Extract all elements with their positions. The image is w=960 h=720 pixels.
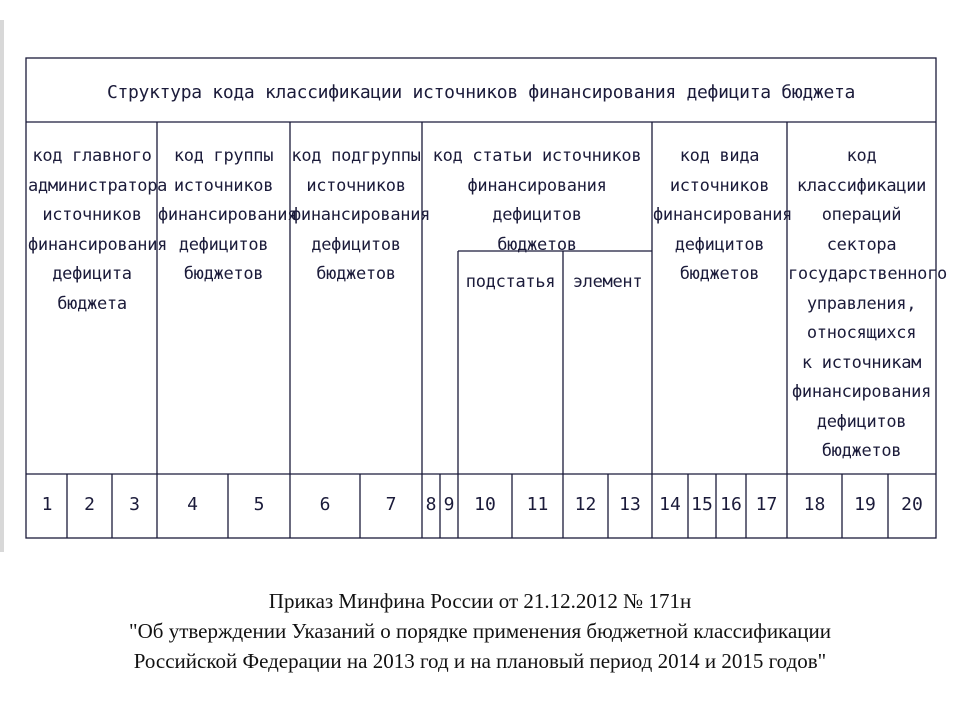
- col-number: 6: [319, 494, 331, 515]
- col-number: 8: [425, 494, 437, 515]
- caption-line-1: Приказ Минфина России от 21.12.2012 № 171н: [268, 589, 692, 613]
- col-number: 2: [84, 494, 95, 515]
- header-group-code: код группы источников финансирования дефицитов бюджетов: [158, 146, 298, 284]
- caption-line-3: Российской Федерации на 2013 год и на плановый период 2014 и 2015 годов": [133, 649, 827, 673]
- caption: [0, 586, 960, 676]
- col-number: 10: [474, 494, 496, 515]
- header-element: элемент: [572, 272, 643, 292]
- col-number: 16: [720, 494, 742, 515]
- header-subgroup-code: код подгруппы источников финансирования дефицитов бюджетов: [291, 146, 431, 284]
- col-number: 7: [385, 494, 397, 515]
- col-number: 15: [691, 494, 713, 515]
- header-type-code: код вида источников финансирования дефицитов бюджетов: [653, 146, 793, 284]
- caption-line-2: "Об утверждении Указаний о порядке применения бюджетной классификации: [129, 619, 831, 643]
- col-number: 3: [129, 494, 140, 515]
- col-number: 5: [253, 494, 265, 515]
- table-title: Структура кода классификации источников финансирования дефицита бюджета: [106, 82, 856, 103]
- col-number: 13: [619, 494, 641, 515]
- col-number: 14: [659, 494, 681, 515]
- header-admin-code: код главного администратора источников финансирования дефицита бюджета: [28, 146, 168, 314]
- col-number: 12: [574, 494, 597, 515]
- col-number: 18: [803, 494, 826, 515]
- col-number: 20: [901, 494, 923, 515]
- col-number: 19: [854, 494, 876, 515]
- header-article-code: код статьи источников финансирования дефицитов бюджетов: [432, 146, 642, 255]
- header-subarticle: подстатья: [465, 272, 556, 292]
- col-number: 9: [443, 494, 455, 515]
- header-operations-code: код классификации операций сектора государственного управления, относящихся к источникам финансирования дефицитов бюджетов: [788, 146, 947, 461]
- col-number: 17: [755, 494, 778, 515]
- col-number: 1: [41, 494, 53, 515]
- col-number: 11: [526, 494, 549, 515]
- col-number: 4: [187, 494, 198, 515]
